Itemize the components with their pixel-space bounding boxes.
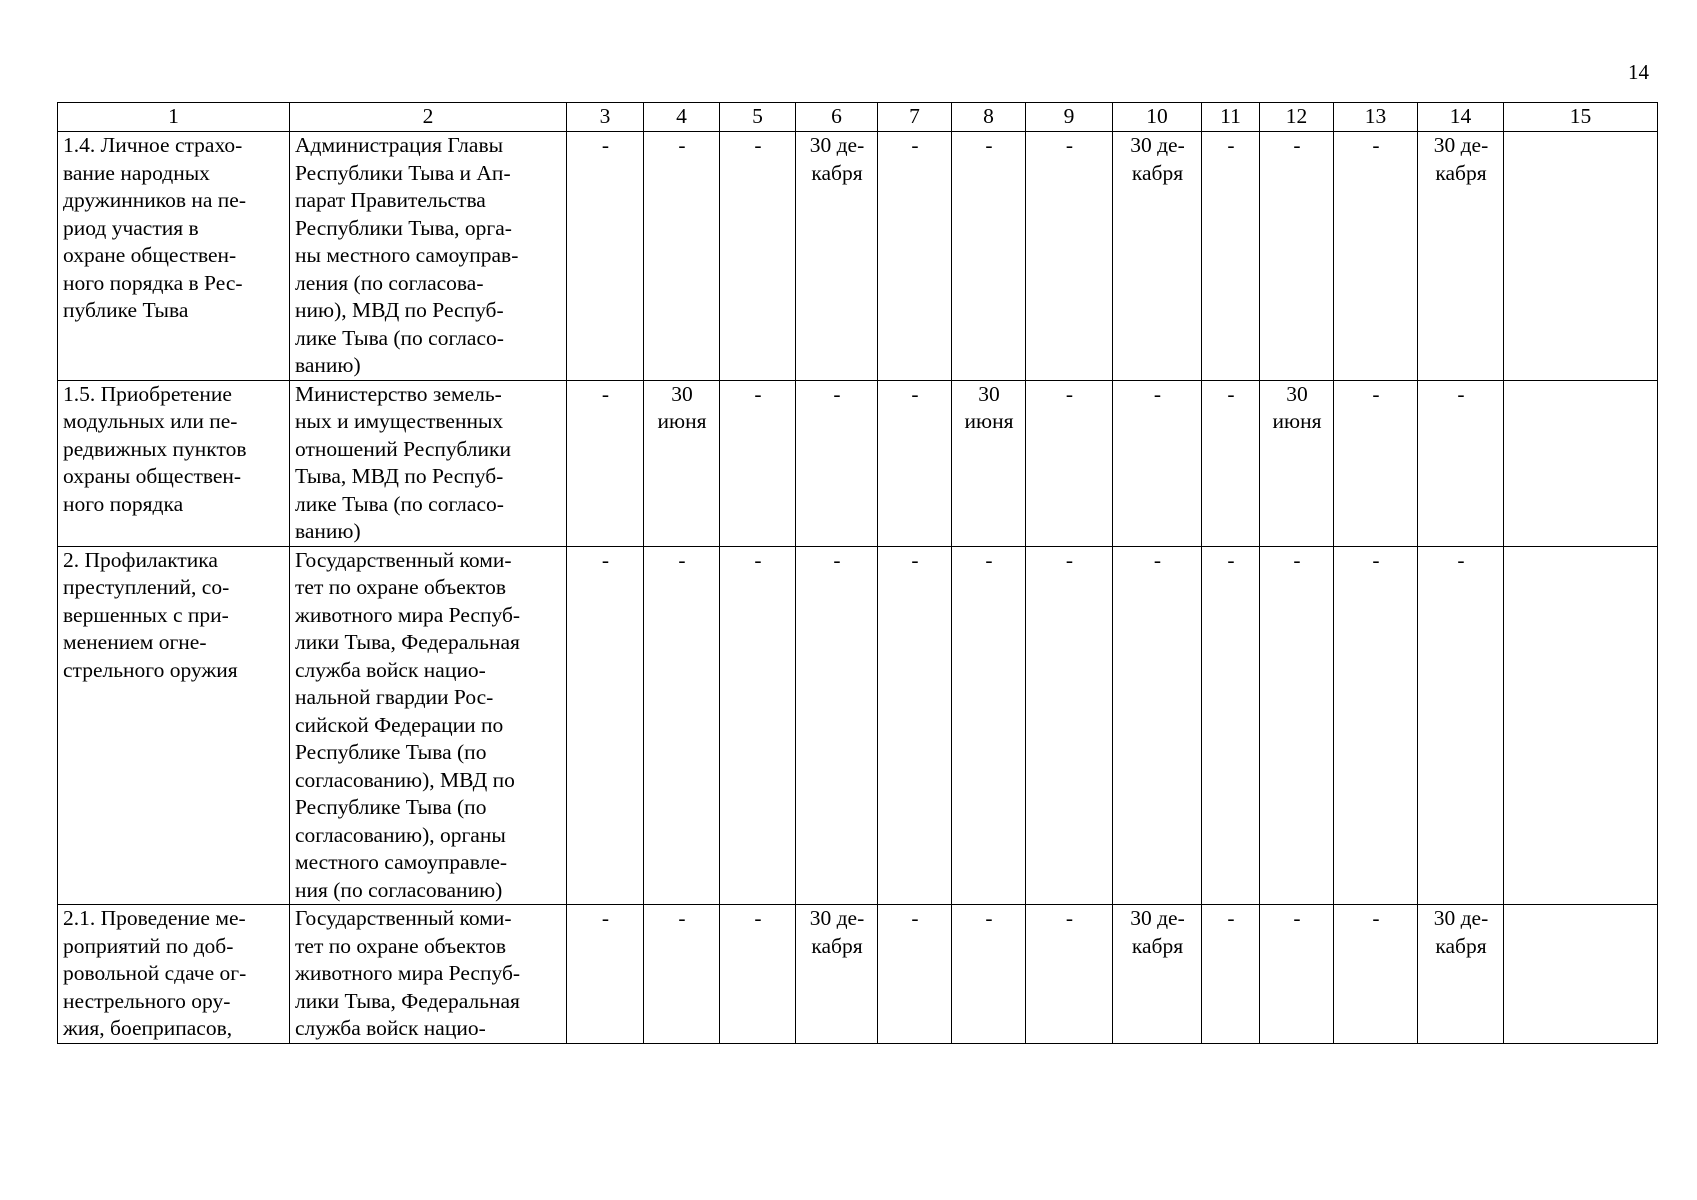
deadline-cell: - bbox=[1334, 380, 1418, 546]
deadline-cell: - bbox=[567, 132, 644, 381]
deadline-cell: - bbox=[952, 132, 1026, 381]
executor: Государственный коми- тет по охране объектов животного мира Респуб- лики Тыва, Федеральная служба войск нацио- bbox=[290, 905, 567, 1044]
column-number: 11 bbox=[1202, 103, 1260, 132]
deadline-cell: 30 де- кабря bbox=[1418, 132, 1504, 381]
deadline-cell: - bbox=[1202, 380, 1260, 546]
column-number: 14 bbox=[1418, 103, 1504, 132]
deadline-cell bbox=[1504, 132, 1658, 381]
deadline-cell bbox=[1504, 546, 1658, 905]
deadline-cell: - bbox=[1026, 546, 1113, 905]
deadline-cell: - bbox=[878, 546, 952, 905]
deadline-cell: - bbox=[567, 546, 644, 905]
deadline-cell: 30 де- кабря bbox=[796, 905, 878, 1044]
plan-table bbox=[57, 102, 1658, 1044]
deadline-cell: - bbox=[1026, 905, 1113, 1044]
deadline-cell: - bbox=[644, 546, 720, 905]
deadline-cell: - bbox=[1202, 546, 1260, 905]
deadline-cell: 30 июня bbox=[644, 380, 720, 546]
table-row bbox=[58, 546, 1658, 905]
column-number: 12 bbox=[1260, 103, 1334, 132]
deadline-cell: 30 де- кабря bbox=[1113, 132, 1202, 381]
column-number: 3 bbox=[567, 103, 644, 132]
table-row bbox=[58, 380, 1658, 546]
column-number: 1 bbox=[58, 103, 290, 132]
column-number-row bbox=[58, 103, 1658, 132]
table-row bbox=[58, 132, 1658, 381]
column-number: 6 bbox=[796, 103, 878, 132]
column-number: 4 bbox=[644, 103, 720, 132]
measure-name: 1.5. Приобретение модульных или пе- редвижных пунктов охраны обществен- ного порядка bbox=[58, 380, 290, 546]
deadline-cell: 30 де- кабря bbox=[1418, 905, 1504, 1044]
deadline-cell bbox=[1504, 905, 1658, 1044]
deadline-cell: - bbox=[1113, 546, 1202, 905]
deadline-cell: - bbox=[878, 380, 952, 546]
deadline-cell: - bbox=[1026, 132, 1113, 381]
column-number: 13 bbox=[1334, 103, 1418, 132]
deadline-cell: 30 де- кабря bbox=[1113, 905, 1202, 1044]
deadline-cell: - bbox=[1113, 380, 1202, 546]
deadline-cell: - bbox=[1260, 546, 1334, 905]
executor: Государственный коми- тет по охране объектов животного мира Респуб- лики Тыва, Федеральная служба войск нацио- нальной гвардии Рос- сийской Федерации по Республике Тыва (по согласованию), МВД по Республике Тыва (по согласованию), органы местного самоуправле- ния (по согласованию) bbox=[290, 546, 567, 905]
measure-name: 2.1. Проведение ме- роприятий по доб- ровольной сдаче ог- нестрельного ору- жия, боеприпасов, bbox=[58, 905, 290, 1044]
deadline-cell: - bbox=[1026, 380, 1113, 546]
deadline-cell: - bbox=[720, 546, 796, 905]
measure-name: 2. Профилактика преступлений, со- вершенных с при- менением огне- стрельного оружия bbox=[58, 546, 290, 905]
table-row bbox=[58, 905, 1658, 1044]
deadline-cell: - bbox=[1418, 380, 1504, 546]
deadline-cell: - bbox=[644, 905, 720, 1044]
deadline-cell: - bbox=[1334, 546, 1418, 905]
deadline-cell: - bbox=[1334, 132, 1418, 381]
deadline-cell: 30 июня bbox=[1260, 380, 1334, 546]
page-number: 14 bbox=[1628, 60, 1649, 84]
deadline-cell: - bbox=[878, 905, 952, 1044]
deadline-cell: - bbox=[720, 905, 796, 1044]
deadline-cell: 30 де- кабря bbox=[796, 132, 878, 381]
column-number: 9 bbox=[1026, 103, 1113, 132]
deadline-cell: - bbox=[878, 132, 952, 381]
column-number: 10 bbox=[1113, 103, 1202, 132]
deadline-cell: - bbox=[1202, 132, 1260, 381]
deadline-cell: - bbox=[720, 380, 796, 546]
column-number: 8 bbox=[952, 103, 1026, 132]
deadline-cell: - bbox=[1260, 132, 1334, 381]
deadline-cell bbox=[1504, 380, 1658, 546]
deadline-cell: - bbox=[796, 380, 878, 546]
column-number: 2 bbox=[290, 103, 567, 132]
deadline-cell: - bbox=[1418, 546, 1504, 905]
deadline-cell: - bbox=[952, 546, 1026, 905]
deadline-cell: - bbox=[952, 905, 1026, 1044]
deadline-cell: - bbox=[644, 132, 720, 381]
column-number: 7 bbox=[878, 103, 952, 132]
deadline-cell: - bbox=[1260, 905, 1334, 1044]
executor: Министерство земель- ных и имущественных отношений Республики Тыва, МВД по Респуб- лике Тыва (по согласо- ванию) bbox=[290, 380, 567, 546]
deadline-cell: - bbox=[1334, 905, 1418, 1044]
deadline-cell: - bbox=[567, 905, 644, 1044]
deadline-cell: - bbox=[796, 546, 878, 905]
deadline-cell: - bbox=[1202, 905, 1260, 1044]
deadline-cell: - bbox=[720, 132, 796, 381]
deadline-cell: 30 июня bbox=[952, 380, 1026, 546]
column-number: 15 bbox=[1504, 103, 1658, 132]
measure-name: 1.4. Личное страхо- вание народных дружинников на пе- риод участия в охране обществен- ного порядка в Рес- публике Тыва bbox=[58, 132, 290, 381]
executor: Администрация Главы Республики Тыва и Ап- парат Правительства Республики Тыва, орга- ны местного самоуправ- ления (по согласова- нию), МВД по Респуб- лике Тыва (по согласо- ванию) bbox=[290, 132, 567, 381]
column-number: 5 bbox=[720, 103, 796, 132]
deadline-cell: - bbox=[567, 380, 644, 546]
